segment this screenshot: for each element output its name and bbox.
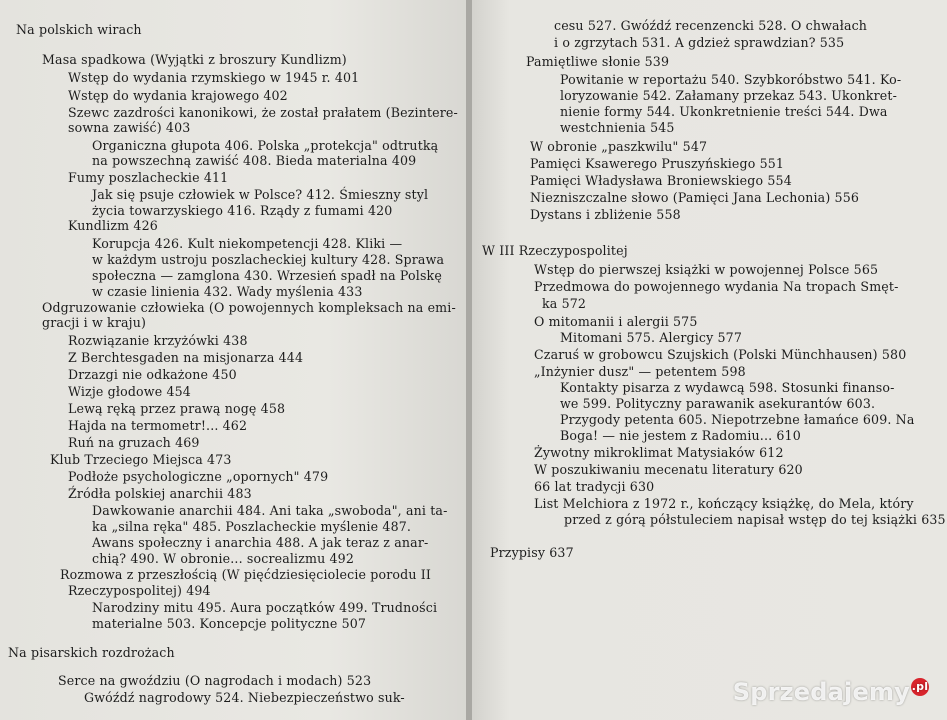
toc-line: Rzeczypospolitej) 494 [68, 583, 211, 598]
toc-line: Przypisy 637 [490, 545, 574, 560]
section-heading: W III Rzeczypospolitej [482, 243, 628, 258]
toc-line: materialne 503. Koncepcje polityczne 507 [92, 616, 367, 631]
toc-line: Odgruzowanie człowieka (O powojennych kompleksach na emi- [42, 300, 456, 315]
toc-line: sowna zawiść) 403 [68, 120, 191, 135]
toc-line: ka 572 [542, 296, 587, 311]
toc-line: Masa spadkowa (Wyjątki z broszury Kundlizm) [42, 52, 347, 67]
left-page [0, 0, 468, 720]
toc-line: Źródła polskiej anarchii 483 [68, 486, 252, 501]
toc-line: Wizje głodowe 454 [68, 384, 191, 399]
toc-line: Fumy poszlacheckie 411 [68, 170, 229, 185]
toc-line: Gwóźdź nagrodowy 524. Niebezpieczeństwo suk- [84, 690, 405, 705]
toc-line: ka „silna ręka" 485. Poszlacheckie myślenie 487. [92, 519, 412, 534]
toc-line: loryzowanie 542. Załamany przekaz 543. Ukonkret- [560, 88, 897, 103]
toc-line: „Inżynier dusz" — petentem 598 [534, 364, 746, 379]
toc-line: Awans społeczny i anarchia 488. A jak teraz z anar- [92, 535, 429, 550]
toc-line: Ruń na gruzach 469 [68, 435, 200, 450]
toc-line: Dawkowanie anarchii 484. Ani taka „swoboda", ani ta- [92, 503, 448, 518]
toc-line: gracji i w kraju) [42, 315, 147, 330]
watermark-suffix: .pl [911, 678, 929, 696]
toc-line: przed z górą półstuleciem napisał wstęp do tej książki 635 [564, 512, 946, 527]
toc-line: Przedmowa do powojennego wydania Na tropach Smęt- [534, 279, 899, 294]
toc-line: we 599. Polityczny parawanik asekurantów 603. [560, 396, 876, 411]
section-heading: Na pisarskich rozdrożach [8, 645, 175, 660]
toc-line: cesu 527. Gwóźdź recenzencki 528. O chwałach [554, 18, 868, 33]
toc-line: Czaruś w grobowcu Szujskich (Polski Münchhausen) 580 [534, 347, 907, 362]
toc-line: Wstęp do wydania rzymskiego w 1945 r. 401 [68, 70, 360, 85]
toc-line: W poszukiwaniu mecenatu literatury 620 [534, 462, 803, 477]
toc-line: chią? 490. W obronie... socrealizmu 492 [92, 551, 355, 566]
toc-line: Z Berchtesgaden na misjonarza 444 [68, 350, 304, 365]
toc-line: Rozwiązanie krzyżówki 438 [68, 333, 248, 348]
watermark-text: Sprzedajemy [732, 678, 910, 706]
toc-line: Pamięci Ksawerego Pruszyńskiego 551 [530, 156, 785, 171]
toc-line: Narodziny mitu 495. Aura początków 499. Trudności [92, 600, 438, 615]
toc-line: Żywotny mikroklimat Matysiaków 612 [534, 445, 784, 460]
right-page [472, 0, 947, 720]
toc-line: Jak się psuje człowiek w Polsce? 412. Śmieszny styl [92, 187, 429, 202]
toc-line: W obronie „paszkwilu" 547 [530, 139, 708, 154]
toc-line: Drzazgi nie odkażone 450 [68, 367, 237, 382]
toc-line: Przygody petenta 605. Niepotrzebne łamańce 609. Na [560, 412, 915, 427]
toc-line: nienie formy 544. Ukonkretnienie treści 544. Dwa [560, 104, 888, 119]
toc-line: List Melchiora z 1972 r., kończący książkę, do Mela, który [534, 496, 914, 511]
toc-line: O mitomanii i alergii 575 [534, 314, 698, 329]
watermark-logo [733, 678, 929, 706]
toc-line: społeczna — zamglona 430. Wrzesień spadł na Polskę [92, 268, 442, 283]
toc-line: Dystans i zbliżenie 558 [530, 207, 681, 222]
toc-line: na powszechną zawiść 408. Bieda materialna 409 [92, 153, 417, 168]
toc-line: Pamięci Władysława Broniewskiego 554 [530, 173, 792, 188]
toc-line: Kundlizm 426 [68, 218, 158, 233]
toc-line: 66 lat tradycji 630 [534, 479, 655, 494]
section-heading: Na polskich wirach [16, 22, 142, 37]
toc-line: Niezniszczalne słowo (Pamięci Jana Lechonia) 556 [530, 190, 860, 205]
toc-line: Boga! — nie jestem z Radomiu... 610 [560, 428, 801, 443]
toc-line: Wstęp do pierwszej książki w powojennej Polsce 565 [534, 262, 879, 277]
toc-line: w czasie linienia 432. Wady myślenia 433 [92, 284, 363, 299]
toc-line: Hajda na termometr!... 462 [68, 418, 248, 433]
toc-line: Powitanie w reportażu 540. Szybkoróbstwo 541. Ko- [560, 72, 902, 87]
toc-line: Serce na gwoździu (O nagrodach i modach) 523 [58, 673, 372, 688]
toc-line: westchnienia 545 [560, 120, 675, 135]
toc-line: Pamiętliwe słonie 539 [526, 54, 670, 69]
toc-line: Klub Trzeciego Miejsca 473 [50, 452, 232, 467]
toc-line: Mitomani 575. Alergicy 577 [560, 330, 742, 345]
toc-line: Szewc zazdrości kanonikowi, że został prałatem (Bezintere- [68, 105, 458, 120]
toc-line: życia towarzyskiego 416. Rządy z fumami 420 [92, 203, 393, 218]
toc-line: Wstęp do wydania krajowego 402 [68, 88, 288, 103]
toc-line: Lewą ręką przez prawą nogę 458 [68, 401, 286, 416]
toc-line: Rozmowa z przeszłością (W pięćdziesięciolecie porodu II [60, 567, 432, 582]
toc-line: i o zgrzytach 531. A gdzież sprawdzian? 535 [554, 35, 845, 50]
toc-line: w każdym ustroju poszlacheckiej kultury 428. Sprawa [92, 252, 445, 267]
toc-line: Podłoże psychologiczne „opornych" 479 [68, 469, 329, 484]
toc-line: Korupcja 426. Kult niekompetencji 428. Kliki — [92, 236, 403, 251]
toc-line: Kontakty pisarza z wydawcą 598. Stosunki finanso- [560, 380, 895, 395]
toc-line: Organiczna głupota 406. Polska „protekcja" odtrutką [92, 138, 439, 153]
